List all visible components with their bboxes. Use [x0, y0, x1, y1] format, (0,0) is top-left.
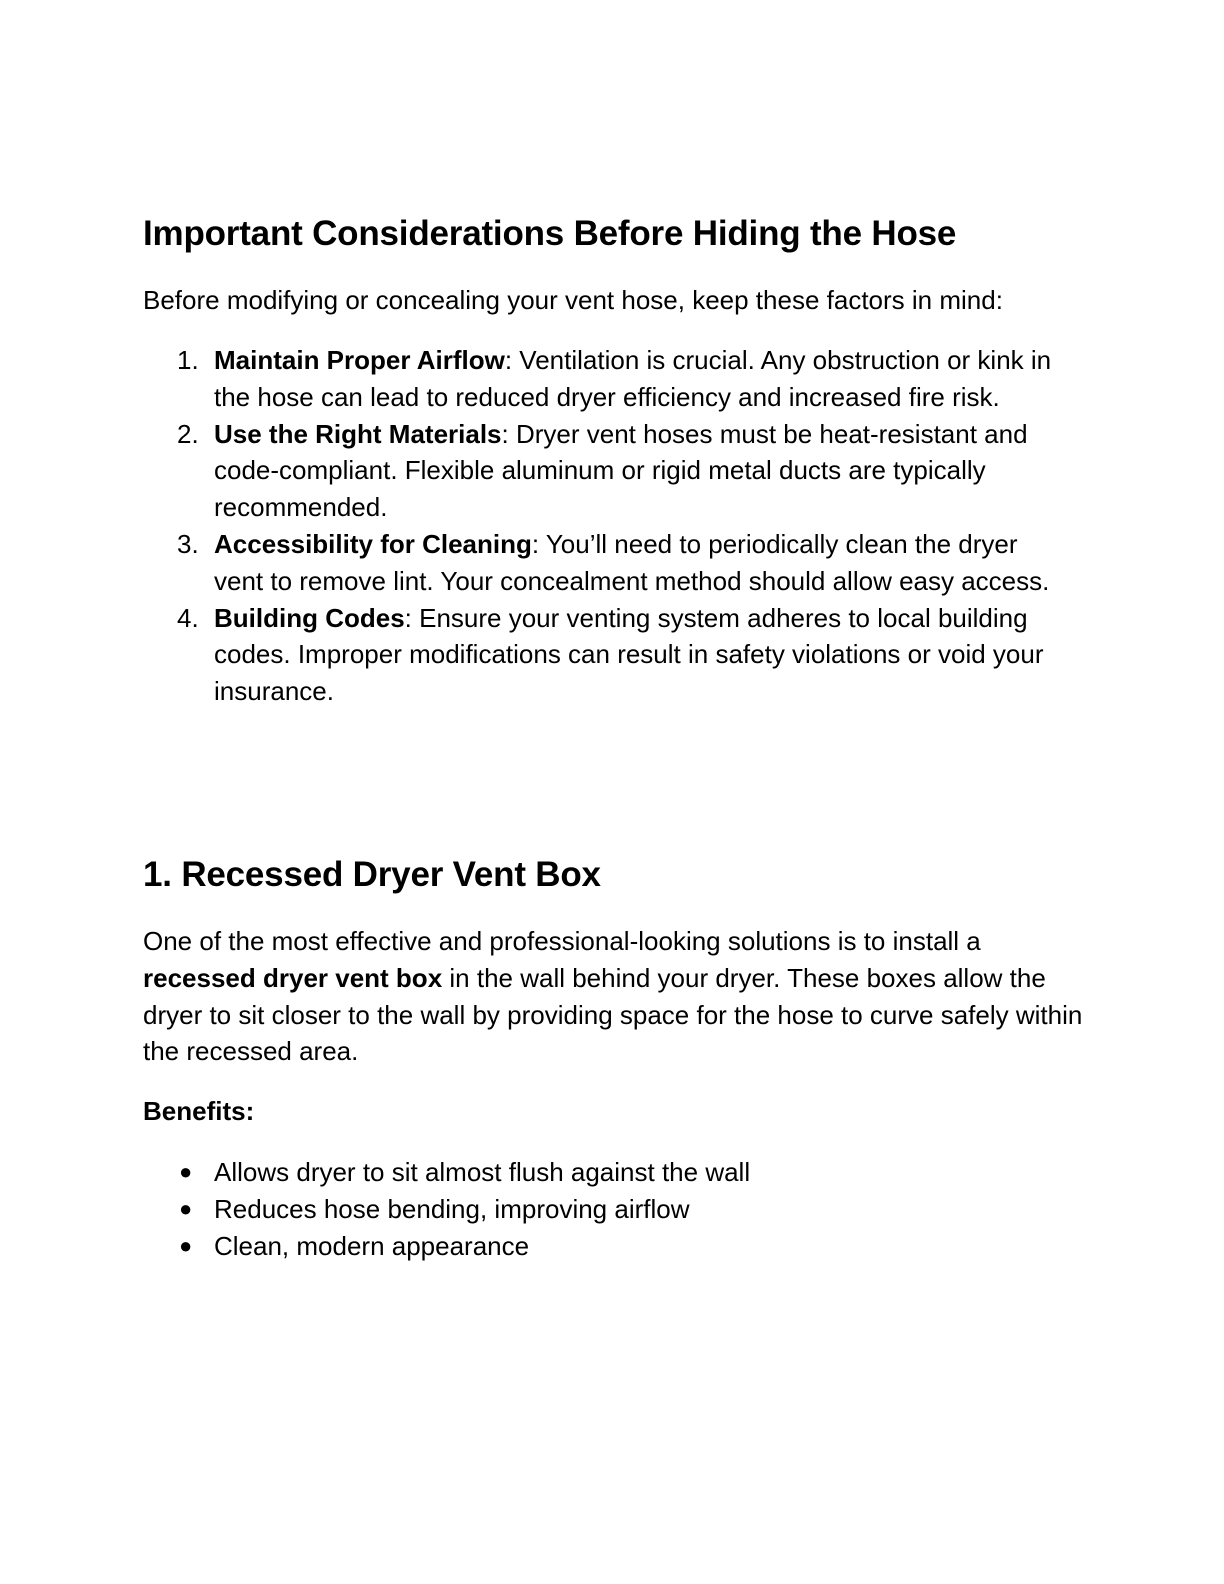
paragraph-bold-text: recessed dryer vent box: [143, 962, 443, 993]
list-number: 2.: [177, 418, 199, 449]
benefits-list: [143, 1154, 1083, 1264]
item-text: : Ensure your venting system adheres to local building codes. Improper modifications can result in safety violations or void your insurance.: [214, 602, 1044, 707]
paragraph-text: One of the most effective and professional-looking solutions is to install a: [143, 926, 981, 956]
item-text: : Ventilation is crucial. Any obstruction or kink in the hose can lead to reduced dryer efficiency and increased fire risk.: [214, 345, 1052, 412]
item-title: Building Codes: [214, 602, 405, 633]
item-title: Use the Right Materials: [214, 418, 502, 449]
considerations-list: [143, 342, 1083, 710]
list-item: [143, 342, 1054, 416]
recessed-heading: 1. Recessed Dryer Vent Box: [143, 855, 601, 894]
item-text: : Dryer vent hoses must be heat-resistant and code-compliant. Flexible aluminum or rigid metal ducts are typically recommended.: [214, 418, 1028, 523]
list-item: [143, 1154, 1054, 1191]
benefits-label: Benefits:: [143, 1096, 255, 1126]
list-number: 1.: [177, 345, 199, 375]
considerations-intro: Before modifying or concealing your vent hose, keep these factors in mind:: [143, 285, 1003, 315]
considerations-heading: Important Considerations Before Hiding the Hose: [143, 214, 957, 253]
list-item: [143, 1228, 1054, 1265]
item-title: Accessibility for Cleaning: [214, 528, 532, 559]
benefit-text: Reduces hose bending, improving airflow: [214, 1193, 690, 1224]
item-title: Maintain Proper Airflow: [214, 345, 505, 375]
list-number: 4.: [177, 602, 199, 633]
list-item: [143, 416, 1054, 526]
list-item: [143, 526, 1054, 600]
bullet-icon: ●: [179, 1195, 193, 1221]
bullet-icon: ●: [179, 1232, 193, 1258]
list-number: 3.: [177, 528, 199, 559]
list-item: [143, 1191, 1054, 1228]
benefit-text: Allows dryer to sit almost flush against the wall: [214, 1157, 751, 1187]
recessed-paragraph: [143, 923, 1083, 1070]
benefit-text: Clean, modern appearance: [214, 1230, 530, 1261]
list-item: [143, 600, 1054, 710]
item-text: : You’ll need to periodically clean the dryer vent to remove lint. Your concealment method should allow easy access.: [214, 528, 1050, 596]
paragraph-text: in the wall behind your dryer. These boxes allow the dryer to sit closer to the wall by providing space for the hose to curve safely within the recessed area.: [143, 962, 1083, 1067]
bullet-icon: ●: [179, 1159, 193, 1184]
